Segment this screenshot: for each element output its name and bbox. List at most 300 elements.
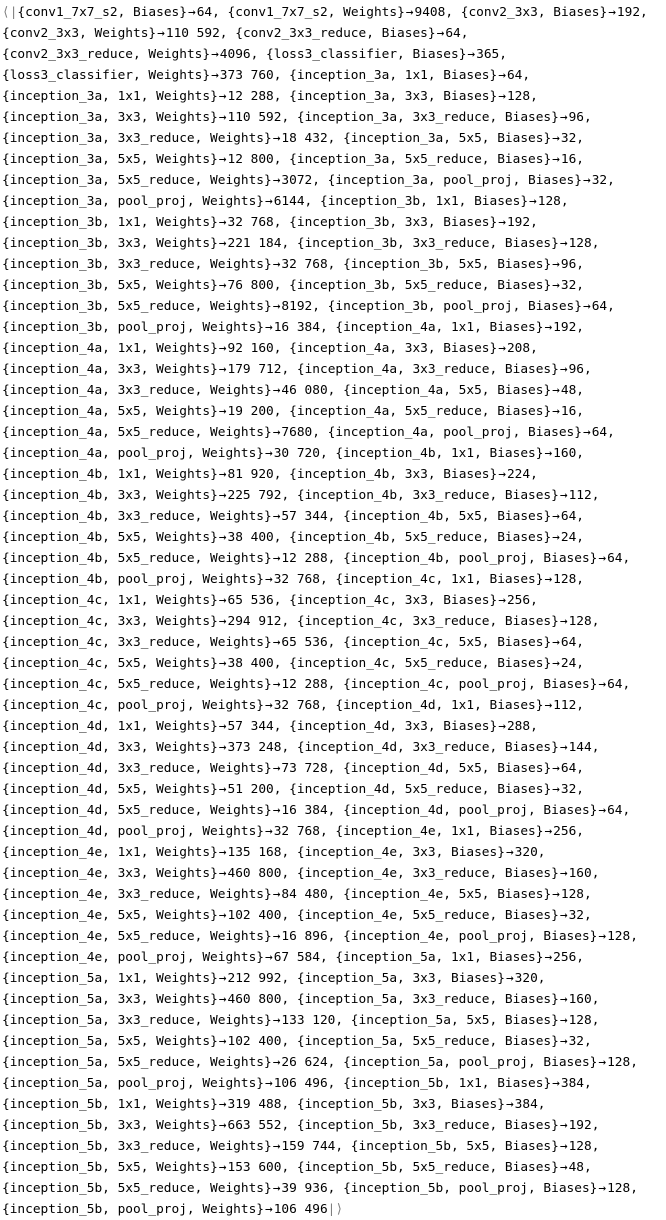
association-entry: {inception_4d, 3x3_reduce, Weights}→73 728, xyxy=(2,761,344,776)
param-type: Weights xyxy=(156,341,211,356)
param-type: Weights xyxy=(156,152,211,167)
layer-name: inception_4a, 5x5 xyxy=(350,383,482,398)
rule-arrow: → xyxy=(559,1118,568,1133)
layer-name: inception_4c, 3x3 xyxy=(296,593,428,608)
rule-arrow: → xyxy=(272,257,281,272)
param-type: Biases xyxy=(450,1097,498,1112)
param-type: Weights xyxy=(210,929,264,944)
param-type: Weights xyxy=(210,887,264,902)
association-entry: {inception_5a, pool_proj, Weights}→106 496, xyxy=(2,1076,344,1091)
param-count: 128 xyxy=(560,887,584,902)
param-count: 16 xyxy=(560,404,577,419)
param-count: 663 552 xyxy=(227,1118,282,1133)
rule-arrow: → xyxy=(218,593,227,608)
output-line xyxy=(2,1157,666,1178)
association-entry: {inception_5a, pool_proj, Biases}→128, xyxy=(343,1055,646,1070)
layer-name: inception_4b, 1x1 xyxy=(9,467,141,482)
param-count: 32 xyxy=(568,908,584,923)
layer-name: inception_4a, 3x3 xyxy=(296,341,428,356)
param-count: 51 200 xyxy=(227,782,274,797)
param-type: Weights xyxy=(210,1013,264,1028)
rule-arrow: → xyxy=(505,1097,514,1112)
layer-name: inception_4b, pool_proj xyxy=(350,551,528,566)
rule-arrow: → xyxy=(529,194,537,209)
param-count: 26 624 xyxy=(281,1055,328,1070)
layer-name: inception_4a, pool_proj xyxy=(335,425,513,440)
rule-arrow: → xyxy=(272,761,281,776)
rule-arrow: → xyxy=(552,656,560,671)
layer-name: inception_5a, 3x3_reduce xyxy=(9,1013,195,1028)
association-entry: {inception_4a, pool_proj, Weights}→30 720, xyxy=(2,446,336,461)
rule-arrow: → xyxy=(552,131,560,146)
param-count: 102 400 xyxy=(227,908,282,923)
layer-name: conv2_3x3 xyxy=(9,26,80,41)
association-entry: {inception_5a, 3x3, Biases}→320, xyxy=(296,971,554,986)
param-count: 12 800 xyxy=(227,152,274,167)
param-type: Weights xyxy=(156,362,211,377)
layer-name: inception_4a, 3x3_reduce xyxy=(9,383,195,398)
param-count: 30 720 xyxy=(273,446,320,461)
output-line xyxy=(2,1115,666,1136)
output-line xyxy=(2,1010,666,1031)
output-line xyxy=(2,569,666,590)
layer-name: inception_4e, 3x3 xyxy=(304,845,436,860)
layer-name: inception_5a, pool_proj xyxy=(350,1055,528,1070)
param-type: Weights xyxy=(156,866,211,881)
param-type: Weights xyxy=(156,971,211,986)
layer-name: inception_3a, 5x5 xyxy=(9,152,141,167)
param-count: 24 xyxy=(560,530,577,545)
layer-name: inception_4c, 5x5 xyxy=(350,635,482,650)
param-type: Biases xyxy=(443,467,490,482)
param-count: 32 xyxy=(568,1034,584,1049)
layer-name: loss3_classifier xyxy=(273,47,398,62)
param-type: Weights xyxy=(210,635,264,650)
rule-arrow: → xyxy=(218,530,227,545)
rule-arrow: → xyxy=(272,509,281,524)
rule-arrow: → xyxy=(498,341,506,356)
layer-name: inception_4c, 5x5_reduce xyxy=(296,656,482,671)
param-count: 65 536 xyxy=(281,635,328,650)
layer-name: inception_4a, pool_proj xyxy=(9,446,187,461)
layer-name: inception_4d, 1x1 xyxy=(9,719,141,734)
output-line xyxy=(2,674,666,695)
association-entry: {inception_4c, 1x1, Weights}→65 536, xyxy=(2,593,290,608)
layer-name: inception_4c, 3x3 xyxy=(9,614,141,629)
association-entry: {inception_5b, 3x3, Biases}→384, xyxy=(296,1097,554,1112)
layer-name: inception_3b, 5x5_reduce xyxy=(9,299,195,314)
param-type: Biases xyxy=(450,971,498,986)
output-line xyxy=(2,737,666,758)
param-count: 84 480 xyxy=(281,887,328,902)
output-line xyxy=(2,653,666,674)
param-type: Weights xyxy=(156,656,211,671)
rule-arrow: → xyxy=(218,488,227,503)
layer-name: inception_5a, 5x5 xyxy=(9,1034,141,1049)
rule-arrow: → xyxy=(218,782,227,797)
param-type: Biases xyxy=(497,152,544,167)
rule-arrow: → xyxy=(552,509,560,524)
rule-arrow: → xyxy=(598,677,607,692)
param-type: Biases xyxy=(443,89,490,104)
layer-name: inception_4d, 5x5 xyxy=(9,782,141,797)
layer-name: inception_4e, pool_proj xyxy=(350,929,528,944)
param-count: 159 744 xyxy=(281,1139,336,1154)
output-line xyxy=(2,506,666,527)
rule-arrow: → xyxy=(272,425,281,440)
output-line xyxy=(2,1073,666,1094)
rule-arrow: → xyxy=(559,908,568,923)
rule-arrow: → xyxy=(218,992,227,1007)
param-type: Weights xyxy=(202,1202,257,1217)
param-count: 73 728 xyxy=(281,761,328,776)
param-count: 288 xyxy=(506,719,531,734)
rule-arrow: → xyxy=(608,5,616,20)
rule-arrow: → xyxy=(582,299,591,314)
association-entry: {inception_5a, 5x5, Weights}→102 400, xyxy=(2,1034,297,1049)
param-type: Biases xyxy=(497,278,544,293)
association-entry: {inception_4b, 3x3, Weights}→225 792, xyxy=(2,488,297,503)
layer-name: inception_4d, pool_proj xyxy=(9,824,187,839)
output-line xyxy=(2,401,666,422)
association-entry: {inception_4b, 5x5, Biases}→64, xyxy=(343,509,592,524)
layer-name: inception_5b, 3x3 xyxy=(304,1097,436,1112)
rule-arrow: → xyxy=(559,1013,568,1028)
layer-name: inception_4e, 3x3_reduce xyxy=(304,866,490,881)
param-type: Weights xyxy=(210,257,264,272)
association-entry: {conv2_3x3_reduce, Biases}→64, xyxy=(235,26,477,41)
param-count: 32 xyxy=(560,782,577,797)
output-line xyxy=(2,779,666,800)
param-type: Biases xyxy=(504,1160,552,1175)
association-entry: {inception_4a, 5x5, Biases}→48, xyxy=(343,383,592,398)
rule-arrow: → xyxy=(218,89,227,104)
association-entry: {inception_5b, 3x3_reduce, Weights}→159 744, xyxy=(2,1139,351,1154)
rule-arrow: → xyxy=(552,1076,560,1091)
rule-arrow: → xyxy=(265,824,273,839)
param-count: 192 xyxy=(616,5,641,20)
param-count: 12 288 xyxy=(281,677,328,692)
param-count: 16 384 xyxy=(281,803,328,818)
association-entry: {inception_4b, 1x1, Weights}→81 920, xyxy=(2,467,290,482)
param-type: Biases xyxy=(450,845,498,860)
association-entry: {inception_3b, 5x5, Biases}→96, xyxy=(343,257,592,272)
layer-name: inception_4b, pool_proj xyxy=(9,572,187,587)
layer-name: inception_4d, 5x5_reduce xyxy=(9,803,195,818)
output-line xyxy=(2,821,666,842)
param-type: Weights xyxy=(156,89,211,104)
param-count: 319 488 xyxy=(227,1097,282,1112)
rule-arrow: → xyxy=(272,929,281,944)
param-count: 110 592 xyxy=(165,26,220,41)
param-count: 96 xyxy=(568,362,584,377)
association-entry: {inception_4e, 5x5_reduce, Weights}→16 896, xyxy=(2,929,344,944)
rule-arrow: → xyxy=(598,551,607,566)
layer-name: inception_4c, 3x3_reduce xyxy=(304,614,490,629)
rule-arrow: → xyxy=(559,1139,568,1154)
param-count: 373 760 xyxy=(219,68,274,83)
rule-arrow: → xyxy=(559,614,568,629)
param-count: 212 992 xyxy=(227,971,282,986)
param-type: Weights xyxy=(156,1034,211,1049)
output-line xyxy=(2,86,666,107)
output-line xyxy=(2,800,666,821)
association-entry: {inception_4d, 5x5_reduce, Biases}→32, xyxy=(289,782,592,797)
param-count: 48 xyxy=(568,1160,584,1175)
param-count: 133 120 xyxy=(281,1013,336,1028)
param-count: 57 344 xyxy=(227,719,274,734)
param-type: Biases xyxy=(504,992,552,1007)
association-entry: {inception_4e, 3x3_reduce, Weights}→84 480, xyxy=(2,887,344,902)
rule-arrow: → xyxy=(559,236,568,251)
output-line xyxy=(2,149,666,170)
layer-name: conv2_3x3_reduce xyxy=(9,47,133,62)
association-entry: {inception_3b, 1x1, Biases}→128, xyxy=(319,194,577,209)
output-line xyxy=(2,443,666,464)
rule-arrow: → xyxy=(218,740,227,755)
association-entry: {inception_4c, 5x5, Biases}→64, xyxy=(343,635,592,650)
layer-name: inception_4e, 5x5 xyxy=(9,908,141,923)
param-type: Weights xyxy=(202,824,257,839)
association-entry: {inception_5a, 3x3, Weights}→460 800, xyxy=(2,992,297,1007)
layer-name: inception_3b, 3x3_reduce xyxy=(9,257,195,272)
layer-name: inception_3b, 3x3 xyxy=(9,236,141,251)
param-count: 24 xyxy=(560,656,577,671)
output-line xyxy=(2,947,666,968)
output-line xyxy=(2,380,666,401)
param-type: Biases xyxy=(528,173,575,188)
param-count: 256 xyxy=(553,950,577,965)
layer-name: inception_4b, 3x3 xyxy=(296,467,428,482)
layer-name: inception_3b, 5x5 xyxy=(350,257,482,272)
param-count: 12 288 xyxy=(227,89,274,104)
association-entry: {inception_4c, 1x1, Biases}→128, xyxy=(335,572,592,587)
param-count: 320 xyxy=(514,971,538,986)
param-count: 48 xyxy=(560,383,577,398)
param-type: Weights xyxy=(156,908,211,923)
param-type: Biases xyxy=(504,614,552,629)
param-type: Weights xyxy=(156,782,211,797)
param-count: 46 080 xyxy=(281,383,328,398)
association-entry: {inception_5a, 3x3_reduce, Weights}→133 120, xyxy=(2,1013,351,1028)
layer-name: inception_4d, 3x3_reduce xyxy=(9,761,195,776)
layer-name: inception_3a, 5x5_reduce xyxy=(296,152,482,167)
layer-name: inception_5b, pool_proj xyxy=(9,1202,187,1217)
layer-name: inception_4c, pool_proj xyxy=(350,677,528,692)
param-type: Biases xyxy=(443,341,490,356)
association-entry: {inception_3a, pool_proj, Weights}→6144, xyxy=(2,194,320,209)
layer-name: inception_4b, 3x3 xyxy=(9,488,141,503)
association-entry: {inception_3a, 5x5_reduce, Weights}→3072, xyxy=(2,173,328,188)
param-type: Weights xyxy=(156,740,211,755)
output-line xyxy=(2,926,666,947)
param-count: 128 xyxy=(568,614,592,629)
association-entry: {inception_4a, 5x5_reduce, Weights}→7680, xyxy=(2,425,328,440)
association-entry: {inception_5a, 5x5, Biases}→128, xyxy=(350,1013,608,1028)
association-entry: {inception_4d, pool_proj, Biases}→64, xyxy=(343,803,638,818)
rule-arrow: → xyxy=(272,677,281,692)
layer-name: inception_4d, 3x3 xyxy=(9,740,141,755)
association-entry: {inception_4e, 5x5, Weights}→102 400, xyxy=(2,908,297,923)
layer-name: inception_4b, 5x5_reduce xyxy=(296,530,482,545)
rule-arrow: → xyxy=(218,719,227,734)
output-line xyxy=(2,863,666,884)
association-entry: {inception_4b, 3x3_reduce, Weights}→57 344, xyxy=(2,509,344,524)
output-line xyxy=(2,254,666,275)
param-type: Weights xyxy=(156,719,211,734)
rule-arrow: → xyxy=(552,761,560,776)
param-count: 128 xyxy=(568,1139,592,1154)
layer-name: inception_5a, 5x5_reduce xyxy=(9,1055,195,1070)
layer-name: inception_5a, 1x1 xyxy=(9,971,141,986)
rule-arrow: → xyxy=(265,446,273,461)
output-line xyxy=(2,2,666,23)
rule-arrow: → xyxy=(272,173,281,188)
rule-arrow: → xyxy=(218,1160,227,1175)
rule-arrow: → xyxy=(272,803,281,818)
association-entry: {inception_4d, 1x1, Weights}→57 344, xyxy=(2,719,290,734)
param-type: Biases xyxy=(543,929,590,944)
layer-name: conv2_3x3 xyxy=(468,5,538,20)
rule-arrow: → xyxy=(218,467,227,482)
param-count: 384 xyxy=(514,1097,538,1112)
param-count: 64 xyxy=(607,551,623,566)
rule-arrow: → xyxy=(218,908,227,923)
param-count: 19 200 xyxy=(227,404,274,419)
param-count: 294 912 xyxy=(227,614,282,629)
param-count: 128 xyxy=(568,236,592,251)
layer-name: inception_4b, 3x3_reduce xyxy=(9,509,195,524)
association-entry: {inception_4d, 1x1, Biases}→112, xyxy=(335,698,592,713)
output-line xyxy=(2,989,666,1010)
param-type: Biases xyxy=(543,803,590,818)
param-count: 64 xyxy=(607,803,623,818)
param-count: 384 xyxy=(560,1076,584,1091)
association-entry: {inception_3b, 3x3, Weights}→221 184, xyxy=(2,236,297,251)
param-type: Biases xyxy=(489,446,536,461)
layer-name: inception_4b, 5x5 xyxy=(9,530,141,545)
param-count: 128 xyxy=(607,1181,631,1196)
param-type: Biases xyxy=(528,299,575,314)
layer-name: inception_3a, pool_proj xyxy=(9,194,187,209)
layer-name: inception_4a, 3x3 xyxy=(9,362,141,377)
rule-arrow: → xyxy=(544,824,553,839)
param-type: Weights xyxy=(202,698,257,713)
param-count: 4096 xyxy=(219,47,251,62)
association-entry: {inception_3b, pool_proj, Weights}→16 384, xyxy=(2,320,336,335)
association-entry: {inception_5b, 1x1, Weights}→319 488, xyxy=(2,1097,297,1112)
param-type: Biases xyxy=(497,761,544,776)
layer-name: inception_4c, 5x5_reduce xyxy=(9,677,195,692)
association-entry: {inception_5b, pool_proj, Biases}→128, xyxy=(343,1181,646,1196)
association-entry: {inception_5b, 3x3, Weights}→663 552, xyxy=(2,1118,297,1133)
layer-name: inception_4d, 5x5_reduce xyxy=(296,782,482,797)
rule-arrow: → xyxy=(265,320,273,335)
association-entry: {inception_4b, 3x3_reduce, Biases}→112, xyxy=(296,488,608,503)
param-type: Biases xyxy=(543,1055,590,1070)
param-type: Biases xyxy=(497,257,544,272)
association-entry: {inception_4b, 5x5_reduce, Weights}→12 288, xyxy=(2,551,344,566)
layer-name: inception_3a, pool_proj xyxy=(335,173,513,188)
param-count: 32 768 xyxy=(227,215,274,230)
param-count: 18 432 xyxy=(281,131,328,146)
output-line xyxy=(2,1094,666,1115)
rule-arrow: → xyxy=(544,950,553,965)
param-type: Weights xyxy=(210,173,264,188)
param-count: 208 xyxy=(506,341,531,356)
rule-arrow: → xyxy=(265,194,273,209)
layer-name: inception_5b, pool_proj xyxy=(350,1181,528,1196)
rule-arrow: → xyxy=(265,1202,273,1217)
param-count: 160 xyxy=(553,446,577,461)
param-count: 3072 xyxy=(281,173,313,188)
param-count: 128 xyxy=(553,572,577,587)
rule-arrow: → xyxy=(552,278,560,293)
association-entry: {inception_4c, 5x5, Weights}→38 400, xyxy=(2,656,290,671)
param-count: 128 xyxy=(607,929,631,944)
layer-name: inception_3b, 5x5_reduce xyxy=(296,278,482,293)
param-type: Weights xyxy=(156,992,211,1007)
association-entry: {inception_5b, 5x5, Weights}→153 600, xyxy=(2,1160,297,1175)
rule-arrow: → xyxy=(559,1034,568,1049)
rule-arrow: → xyxy=(218,1097,227,1112)
param-type: Biases xyxy=(504,740,552,755)
param-count: 102 400 xyxy=(227,1034,282,1049)
association-entry: {inception_3a, 3x3, Weights}→110 592, xyxy=(2,110,297,125)
rule-arrow: → xyxy=(552,887,560,902)
layer-name: inception_4c, 1x1 xyxy=(9,593,141,608)
association-entry: {inception_4d, 5x5, Biases}→64, xyxy=(343,761,592,776)
param-count: 32 xyxy=(560,278,577,293)
layer-name: inception_3b, 3x3 xyxy=(296,215,428,230)
layer-name: inception_3a, 3x3 xyxy=(296,89,428,104)
association-entry: {inception_4b, 5x5_reduce, Biases}→24, xyxy=(289,530,592,545)
param-type: Biases xyxy=(497,509,544,524)
layer-name: inception_5b, 3x3 xyxy=(9,1118,141,1133)
output-line xyxy=(2,1052,666,1073)
rule-arrow: → xyxy=(265,698,273,713)
association-entry: {inception_5a, 1x1, Weights}→212 992, xyxy=(2,971,297,986)
association-entry: {inception_3a, 1x1, Biases}→64, xyxy=(289,68,538,83)
param-type: Weights xyxy=(210,1139,264,1154)
layer-name: inception_4e, 1x1 xyxy=(9,845,141,860)
param-count: 96 xyxy=(568,110,584,125)
association-entry: {inception_4c, 3x3_reduce, Weights}→65 536, xyxy=(2,635,344,650)
association-entry: {inception_3a, 5x5, Weights}→12 800, xyxy=(2,152,290,167)
layer-name: inception_3a, 3x3_reduce xyxy=(9,131,195,146)
association-entry: {inception_4c, 5x5_reduce, Biases}→24, xyxy=(289,656,592,671)
association-entry: {inception_4a, pool_proj, Biases}→64, xyxy=(327,425,623,440)
rule-arrow: → xyxy=(272,1013,281,1028)
layer-name: inception_5b, 5x5_reduce xyxy=(304,1160,490,1175)
output-line xyxy=(2,191,666,212)
association-entry: {conv1_7x7_s2, Weights}→9408, xyxy=(227,5,461,20)
association-entry: {inception_4e, pool_proj, Biases}→128, xyxy=(343,929,646,944)
layer-name: inception_5b, 5x5 xyxy=(9,1160,141,1175)
rule-arrow: → xyxy=(552,635,560,650)
param-type: Weights xyxy=(156,467,211,482)
association-entry: {inception_4d, pool_proj, Weights}→32 768, xyxy=(2,824,336,839)
param-type: Weights xyxy=(210,131,264,146)
output-line xyxy=(2,359,666,380)
output-line xyxy=(2,464,666,485)
param-count: 32 768 xyxy=(273,698,320,713)
layer-name: inception_3b, 3x3_reduce xyxy=(304,236,490,251)
association-entry: {inception_5b, 5x5_reduce, Biases}→48, xyxy=(296,1160,600,1175)
param-type: Weights xyxy=(210,1055,264,1070)
association-entry: {inception_4b, 3x3, Biases}→224, xyxy=(289,467,546,482)
output-line xyxy=(2,212,666,233)
